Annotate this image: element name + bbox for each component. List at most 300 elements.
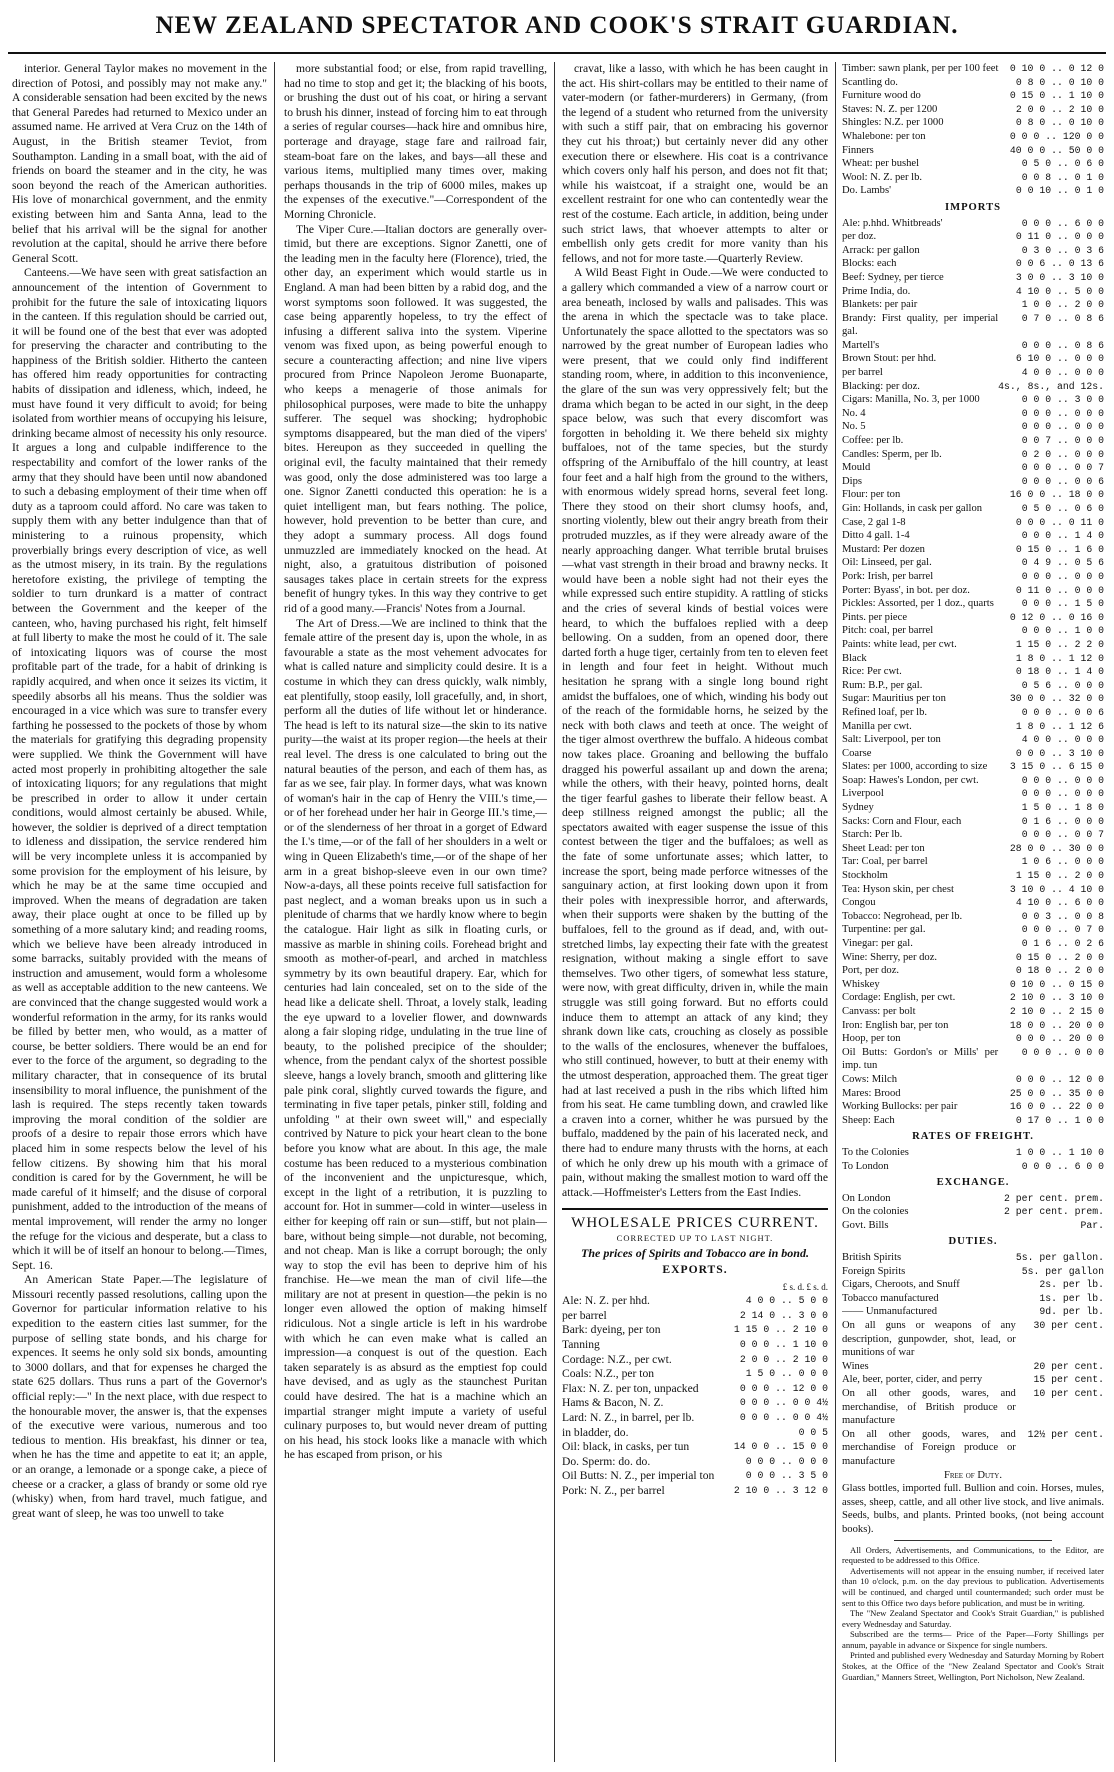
price-value: 0 11 0 .. 0 0 0 bbox=[1015, 231, 1104, 243]
price-row bbox=[842, 733, 1104, 747]
paragraph: interior. General Taylor makes no movement in the direction of Potosi, and possibly may not make any." A considerable sensation had been excited by the news that General Paredes had returned to Mexico under an assumed name. He arrived at Vera Cruz on the 14th of August, in the British steamer Teviot, from Southampton. Landing in a small boat, with the aid of friends on board the steamer and in the city, he was soon beyond the reach of the American authorities. His love of monarchical government, and the enmity existing between him and Santa Anna, lead to the belief that his arrival will be the signal for another revolution at the capital, should he arrive there before General Scott. bbox=[12, 62, 267, 265]
price-row bbox=[842, 116, 1104, 130]
price-row bbox=[842, 1265, 1104, 1279]
price-item: No. 4 bbox=[842, 407, 866, 419]
paragraph: cravat, like a lasso, with which he has been caught in the act. His shirt-collars may be entitled to their name of vater-modern (or father-murderers) in Germany, (from the legend of a student who returned from the university with such a stiff pair, that on embracing his governor they cut his throat;) but certainly never did any other execution there or elsewhere. His coat is a contrivance which covers only half his person, and does not fit that; while his waistcoat, if a straight one, would be an excellent restraint for one who can contentedly wear the rest of the costume. Each article, in addition, being under such strict laws, that whoever attempts to alter or embellish only gets credit for more vanity than his fellows, and not for more taste.—Quarterly Review. bbox=[562, 62, 828, 265]
price-value: 1 0 0 .. 1 10 0 bbox=[1015, 1146, 1104, 1158]
price-row bbox=[842, 951, 1104, 965]
price-row bbox=[842, 257, 1104, 271]
price-value: 0 1 6 .. 0 2 6 bbox=[1021, 938, 1104, 949]
price-row bbox=[842, 842, 1104, 856]
price-item: Mould bbox=[842, 462, 871, 474]
price-row bbox=[842, 991, 1104, 1005]
price-value: 1 5 0 .. 1 8 0 bbox=[1021, 802, 1104, 814]
price-value: 0 0 0 .. 120 0 0 bbox=[1009, 130, 1104, 142]
price-item: Black bbox=[842, 652, 867, 664]
price-item: Lard: N. Z., in barrel, per lb. bbox=[562, 1411, 695, 1425]
price-value: 0 0 10 .. 0 1 0 bbox=[1015, 185, 1104, 197]
price-item: Brown Stout: per hhd. bbox=[842, 353, 937, 365]
price-row bbox=[562, 1455, 828, 1470]
free-items: Glass bottles, imported full. Bullion and coin. Horses, mules, asses, sheep, cattle, and all other live stock, and live animals. Seeds, bulbs, and plants. Printed books, (not being account books). bbox=[842, 1483, 1104, 1535]
price-value: 1s. per lb. bbox=[1039, 1292, 1104, 1304]
price-row bbox=[842, 815, 1104, 829]
price-value: 1 5 0 .. 0 0 0 bbox=[745, 1368, 828, 1380]
price-row bbox=[842, 244, 1104, 258]
price-item: Sacks: Corn and Flour, each bbox=[842, 815, 962, 827]
price-value: 0 0 0 .. 1 5 0 bbox=[1021, 598, 1104, 610]
price-value: 0 18 0 .. 1 4 0 bbox=[1015, 666, 1104, 678]
price-row bbox=[842, 434, 1104, 448]
prices-title: WHOLESALE PRICES CURRENT. bbox=[571, 1215, 819, 1232]
price-item: Coals: N.Z., per ton bbox=[562, 1367, 655, 1381]
timber-table bbox=[842, 62, 1104, 198]
price-item: Ditto 4 gall. 1-4 bbox=[842, 530, 910, 542]
price-value: 0 12 0 .. 0 16 0 bbox=[1009, 611, 1104, 623]
price-item: Hams & Bacon, N. Z. bbox=[562, 1396, 664, 1410]
price-item: Brandy: First quality, per imperial gal. bbox=[842, 312, 999, 338]
price-value: 3 0 0 .. 3 10 0 bbox=[1015, 271, 1104, 283]
price-row bbox=[842, 1292, 1104, 1306]
publication-notice bbox=[842, 1545, 1104, 1683]
price-row bbox=[842, 171, 1104, 185]
prices-bond-note: The prices of Spirits and Tobacco are in bond. bbox=[581, 1245, 809, 1260]
price-value: 0 7 0 .. 0 8 6 bbox=[1021, 312, 1104, 324]
price-item: Arrack: per gallon bbox=[842, 244, 920, 256]
imports-heading: IMPORTS bbox=[944, 201, 1002, 213]
price-row bbox=[842, 217, 1104, 231]
price-value: 4 0 0 .. 5 0 0 bbox=[745, 1295, 828, 1307]
price-value: 0 0 0 .. 0 0 0 bbox=[1021, 407, 1104, 419]
price-row bbox=[842, 774, 1104, 788]
price-value: 0 0 0 .. 0 0 7 bbox=[1021, 462, 1104, 474]
price-item: Scantling do. bbox=[842, 76, 898, 88]
price-item: Refined loaf, per lb. bbox=[842, 706, 928, 718]
price-row bbox=[842, 184, 1104, 198]
price-value: 0 0 0 .. 0 0 6 bbox=[1021, 706, 1104, 718]
paragraph: The Art of Dress.—We are inclined to think that the female attire of the present day is, upon the whole, in as favourable a state as the most vehement advocates for what is called nature and simplicity could desire. It is a costume in which they can dress quickly, walk nimbly, eat plentifully, stoop easily, loll gracefully, and, in short, perform all the duties of life without let or hinderance. The head is left to its natural size—the skin to its native purity—the waist at its proper region—the heels at their real level. The dress is one calculated to bring out the natural beauties of the person, and each of them has, as far as we see, fair play. In former days, what was known of woman's hair in the cap of Henry the VIII.'s time,—or of her forehead under her hair in George III.'s time,—or of the slenderness of her throat in a gorget of Edward the I.'s time,—or of the fall of her shoulders in a welt or wing in Queen Elizabeth's time,—or of the shape of her arm in a great bishop-sleeve even in our own time? Now-a-days, all these points receive full satisfaction for past neglect, and a woman breaks upon us in such a plenitude of charms that we hardly know where to begin the catalogue. Hair light as silk in floating curls, or massive as marble in shining coils. Forehead bright and smooth as mother-of-pearl, and arched in matchless symmetry by its own beautiful drapery. Ear, which for centuries had lain concealed, set on to the side of the head like a delicate shell. Throat, a lovely stalk, leading the eye upward to a lovelier flower, and downwards along a fair sloping ridge, undulating in the true line of beauty, to the polished precipice of the shoulder; whence, from the pendant calyx of the shortest possible sleeve, hangs a lovely branch, smooth and glittering like pale pink coral, slightly curved towards the figure, and terminating in five taper petals, pinker still, folding and unfolding " at their own sweet will," and especially contrived by Nature to pick your heart clean to the bone before you know what are about. In this age, the male costume has been reduced to a mysterious combination of the inconvenient and the unpicturesque, which, except in the light of a retribution, it is puzzling to account for. Hot in summer—cold in winter—useless in either for keeping off rain or sun—stiff, but not plain—bare, without being simple—not durable, not becoming, and not cheap. Man is like a corrupt borough; the only way to stop the evil has been to deprive him of his franchise. He—we mean the man of civil life—the military are not at present in question—the pekin is no longer even allowed the option of making himself ridiculous. Not a single article is left in his wardrobe with which he can even make what is called an impression—a conquest is out of the question. Each taken separately is as absurd as the emptiest fop could have devised, and as ugly as the staunchest Puritan could have desired. The hat is a machine which an impartial stranger might impute a variety of useful culinary purposes to, but would never dream of putting on his head, his stock looks like a manacle with which he has escaped from prison, or his bbox=[284, 616, 547, 1462]
price-row bbox=[842, 89, 1104, 103]
price-item: Sheep: Each bbox=[842, 1114, 895, 1126]
price-item: Pork: N. Z., per barrel bbox=[562, 1484, 665, 1497]
price-value: 2 10 0 .. 2 15 0 bbox=[1009, 1005, 1104, 1017]
price-row bbox=[842, 801, 1104, 815]
price-value: 12½ per cent. bbox=[1027, 1428, 1104, 1440]
price-item: Pork: Irish, per barrel bbox=[842, 570, 934, 582]
price-item: Mares: Brood bbox=[842, 1087, 901, 1099]
price-item: Wine: Sherry, per doz. bbox=[842, 951, 938, 963]
price-item: Sheet Lead: per ton bbox=[842, 842, 925, 854]
units-header: £ s. d. £ s. d. bbox=[782, 1281, 828, 1292]
price-item: Oil Butts: Gordon's or Mills' per imp. tun bbox=[842, 1046, 999, 1072]
price-value: 2 per cent. prem. bbox=[1004, 1206, 1104, 1218]
price-value: 0 15 0 .. 2 0 0 bbox=[1015, 951, 1104, 963]
price-row bbox=[842, 760, 1104, 774]
price-item: Slates: per 1000, according to size bbox=[842, 761, 988, 773]
price-item: No. 5 bbox=[842, 421, 866, 433]
price-item: Cigars, Cheroots, and Snuff bbox=[842, 1279, 960, 1291]
price-value: 1 0 0 .. 2 0 0 bbox=[1021, 299, 1104, 311]
price-item: Soap: Hawes's London, per cwt. bbox=[842, 774, 979, 786]
masthead: NEW ZEALAND SPECTATOR AND COOK'S STRAIT GUARDIAN. bbox=[155, 12, 959, 39]
price-value: 1 15 0 .. 2 10 0 bbox=[733, 1324, 828, 1336]
price-value: 0 18 0 .. 2 0 0 bbox=[1015, 965, 1104, 977]
price-row bbox=[842, 1205, 1104, 1219]
price-item: Turpentine: per gal. bbox=[842, 924, 926, 936]
price-value: 4 0 0 .. 0 0 0 bbox=[1021, 367, 1104, 379]
price-value: 0 1 6 .. 0 0 0 bbox=[1021, 815, 1104, 827]
paragraph: An American State Paper.—The legislature of Missouri recently passed resolutions, calling upon the Governor for particular information relative to his expedition to the eastern cities last summer, for the purpose of selling state bonds, and his charge for expences. It seems he only sold six bonds, amounting to 3000 dollars, and that for expenses he charged the state 625 dollars. Thus runs a part of the Governor's official reply:—" In the next place, with due respect to the honourable mover, the answer is, that the expenses of the executive were various, numerous and too tedious to mention. His breakfast, his dinner or tea, when he has the time and appetite to eat it; an apple, or an orange, a lemonade or a sponge cake, a piece of cheese or a cracker, a glass of brandy or some old rye (whisky) when, from hard travel, much fatigue, and great want of sleep, he was too unwell to take bbox=[12, 1273, 267, 1520]
price-row bbox=[842, 1073, 1104, 1087]
price-value: 0 0 5 bbox=[798, 1426, 828, 1438]
price-row bbox=[842, 271, 1104, 285]
price-value: 2 10 0 .. 3 12 0 bbox=[733, 1485, 828, 1496]
price-row bbox=[842, 1387, 1104, 1428]
price-row bbox=[842, 502, 1104, 516]
price-row bbox=[842, 130, 1104, 144]
price-row bbox=[842, 1319, 1104, 1360]
price-row bbox=[562, 1367, 828, 1382]
price-item: Do. Lambs' bbox=[842, 185, 891, 197]
price-item: Gin: Hollands, in cask per gallon bbox=[842, 503, 983, 514]
price-item: Beef: Sydney, per tierce bbox=[842, 271, 944, 283]
price-item: Coffee: per lb. bbox=[842, 435, 904, 447]
price-item: Staves: N. Z. per 1200 bbox=[842, 103, 938, 115]
paragraph: A Wild Beast Fight in Oude.—We were conducted to a gallery which commanded a view of a narrow court or area beneath, inclosed by walls and palisades. This was the arena in which the spectacle was to take place. Unfortunately the space allotted to the spectators was so narrowed by the great number of European ladies who were present, that we could only find indifferent standing room, where, in addition to this inconvenience, the glare of the sun was very oppressively felt; but the drama which began to be acted in our sight, in the deep space below, was such that every discomfort was forgotten in beholding it. We there beheld six mighty buffaloes, not of the tame species, but the sturdy offspring of the Arnibuffalo of the hill country, at least four feet and a half high from the ground to the withers, with enormous widely spread horns, several feet long. There they stood on their short clumsy hoofs, and, snorting violently, blew out their angry breath from their protruded muzzles, as if they were already aware of the nearly approaching danger. What terrible brutal bruises—what vast strength in their broad and brawny necks. It would have been a noble sight had not their eyes the while expressed such entire stupidity. A rattling of sticks and the cries of several kinds of bestial voices were heard, to which the buffaloes replied with a deep bellowing. On a sudden, from an opened door, there darted forth a huge tiger, certainly from ten to eleven feet in length and four feet in height. Without much hesitation he sprang with a single long bound right amidst the buffaloes, one of which, winding his body out of the reach of the formidable horns, he seized by the neck with both claws and teeth at once. The weight of the tiger almost overthrew the buffalo. A hideous combat now takes place. Groaning and bellowing the buffalo dragged his powerful assailant up and down the arena; while the others, with their heavy, pointed horns, dealt the tiger fearful gashes to liberate their fellow beast. A deep stillness reigned amongst the public; all the spectators awaited with eager suspense the issue of this contest between the tiger and the buffaloes; as well as the fate of some unfortunate asses; which latter, to increase the sport, being made perforce witnesses of the sanguinary action, at first looking down upon it from their poles with inexpressible horror, and afterwards, when their supports were shaken by the butting of the buffaloes, fell to the ground as if dead, and, with out-stretched limbs, lay expecting their fate with the greatest resignation, without making a single effort to save themselves. Two other tigers, of somewhat less stature, were now, with great difficulty, driven in, while the main struggle was still going forward. But no efforts could induce them to attempt an attack of any kind; they shrank down like cats, crouching as closely as possible to the walls of the enclosures, whenever the buffaloes, who still continued, however, to butt at their enemy with the utmost desperation, approached them. The great tiger had at last received a push in the ribs which lifted him from his seat. He came tumbling down, and crawled like a craven into a corner, whither he was pursued by the buffalo, maddened by the pain of his lacerated neck, and there had to endure many thrusts with the horns, at each of which he only drew up his mouth with a grimace of pain, without making the smallest motion to ward off the attack.—Hoffmeister's Letters from the East Indies. bbox=[562, 266, 828, 1199]
price-item: Prime India, do. bbox=[842, 285, 911, 297]
price-value: 0 0 0 .. 0 0 0 bbox=[1021, 421, 1104, 433]
price-row bbox=[842, 720, 1104, 734]
imports-table bbox=[842, 217, 1104, 1128]
price-item: Pickles: Assorted, per 1 doz., quarts bbox=[842, 598, 994, 610]
price-item: Oil: Linseed, per gal. bbox=[842, 557, 932, 569]
price-item: Working Bullocks: per pair bbox=[842, 1101, 958, 1113]
price-item: Salt: Liverpool, per ton bbox=[842, 734, 941, 746]
price-value: 0 10 0 .. 0 12 0 bbox=[1009, 63, 1104, 74]
price-value: 3 10 0 .. 4 10 0 bbox=[1009, 883, 1104, 895]
price-row bbox=[842, 366, 1104, 380]
price-value: 14 0 0 .. 15 0 0 bbox=[733, 1441, 828, 1453]
price-item: Cows: Milch bbox=[842, 1073, 898, 1085]
price-item: Hoop, per ton bbox=[842, 1033, 901, 1045]
price-item: Cigars: Manilla, No. 3, per 1000 bbox=[842, 394, 980, 406]
price-value: 16 0 0 .. 22 0 0 bbox=[1009, 1101, 1104, 1113]
price-row bbox=[842, 62, 1104, 76]
notice-rule bbox=[894, 1540, 1051, 1541]
price-row bbox=[842, 638, 1104, 652]
price-value: 0 0 0 .. 12 0 0 bbox=[739, 1382, 828, 1394]
price-value: 28 0 0 .. 30 0 0 bbox=[1009, 842, 1104, 854]
price-row bbox=[562, 1382, 828, 1397]
price-row bbox=[842, 230, 1104, 244]
price-item: Stockholm bbox=[842, 870, 888, 882]
price-value: 2 10 0 .. 3 10 0 bbox=[1009, 992, 1104, 1004]
price-row bbox=[842, 448, 1104, 462]
price-row bbox=[562, 1309, 828, 1324]
column-divider bbox=[554, 62, 555, 1762]
price-row bbox=[562, 1396, 828, 1411]
price-row bbox=[562, 1338, 828, 1353]
price-row bbox=[842, 1360, 1104, 1374]
price-row bbox=[842, 339, 1104, 353]
paragraph: Canteens.—We have seen with great satisfaction an announcement of the intention of Government to prohibit for the future the sale of intoxicating liquors in the canteen. If this regulation should be carried out, it will be found one of the best that ever was adopted for preserving the character and contributing to the happiness of the British soldier. Hitherto the canteen has offered him ready opportunities for contracting habits of dissipation and idleness, which, indeed, he must have found it very difficult to avoid; for being isolated from worthier means of occupying his leisure, drinking became almost of necessity his only resource. It argues a long and culpable indifference to the respectability and comfort of the lower ranks of the army that they should have been until now abandoned to such a debasing employment of their time when off duty as a taproom could afford. No care was taken to supply them with any better indulgence than that of ministering to a ruinous propensity, which proverbially brings every description of vice, as well as the utmost misery, in its train. By the regulations heretofore existing, the privilege of tempting the soldier to turn drunkard is a matter of contract between the Government and the keeper of the canteen, who, having purchased his right, felt himself at full liberty to make the most he could of it. The sale of intoxicating liquors was of course the most profitable part of the trade, for a habit of drinking is rapidly acquired, and when once it seizes its victim, it speedily absorbs all his means. Thus the soldier was encouraged in a vice which was sure to transfer every farthing he possessed to the pockets of those by whom the materials for gratifying this degrading propensity were supplied. We think the Government will have acted most properly in prohibiting altogether the sale of intoxicating liquors; for any regulations that might be prescribed in order to allow it under certain conditions, would almost certainly be abused. While, however, the soldier is deprived of a direct temptation to idleness and dissipation, the service rendered him will be very incomplete unless it is accompanied by some provision for the employment of his leisure, by which he may be at the same time occupied and improved. When the means of degradation are taken away, their place ought at once to be filled up by something of a more salutary kind; and reading rooms, which we believe have been already introduced in some barracks, suitably provided with the means of instruction and amusement, would form a wholesome as well as acceptable addition to the new canteens. We are convinced that the change suggested would work a wonderful reformation in the army, for its ranks would be filled by better men, who would, as a matter of course, be better soldiers. There would be an end for ever to the force of the argument, so degrading to the military character, that in consequence of its brutal insensibility to moral influence, the punishment of the lash is required. The steps recently taken towards improving the moral condition of the soldier are proofs of a desire to repair those errors which have placed him in some respects below the level of his fellow citizens. By showing him that his moral condition is cared for by the Government, he will be made careful of it himself; and the disuse of corporal punishment, added to the introduction of the means of mental improvement, will render the army no longer the refuge for the vicious and desperate, but a class to which it will be of itself an honour to belong.—Times, Sept. 16. bbox=[12, 266, 267, 1272]
price-row bbox=[562, 1484, 828, 1499]
free-heading: Free of Duty. bbox=[943, 1469, 1003, 1481]
price-row bbox=[842, 556, 1104, 570]
price-value: 0 0 0 .. 0 0 6 bbox=[1021, 475, 1104, 487]
price-value: 1 0 6 .. 0 0 0 bbox=[1021, 856, 1104, 868]
price-value: 0 0 7 .. 0 0 0 bbox=[1021, 435, 1104, 447]
price-value: 4 0 0 .. 0 0 0 bbox=[1021, 734, 1104, 746]
price-row bbox=[842, 706, 1104, 720]
price-row bbox=[842, 964, 1104, 978]
price-value: 0 0 0 .. 0 11 0 bbox=[1015, 516, 1104, 528]
price-item: Tobacco manufactured bbox=[842, 1292, 939, 1304]
price-value: 0 11 0 .. 0 0 0 bbox=[1015, 584, 1104, 596]
price-value: 10 per cent. bbox=[1033, 1388, 1104, 1399]
price-value: 0 0 0 .. 1 4 0 bbox=[1021, 530, 1104, 542]
price-item: On the colonies bbox=[842, 1206, 909, 1218]
price-item: Govt. Bills bbox=[842, 1219, 889, 1231]
price-item: On London bbox=[842, 1192, 891, 1204]
price-row bbox=[842, 1114, 1104, 1128]
price-row bbox=[842, 923, 1104, 937]
price-item: Canvass: per bolt bbox=[842, 1005, 916, 1017]
price-value: 1 15 0 .. 2 2 0 bbox=[1015, 638, 1104, 650]
price-row bbox=[842, 1160, 1104, 1174]
price-row bbox=[842, 692, 1104, 706]
price-item: Tanning bbox=[562, 1338, 600, 1352]
price-item: Flour: per ton bbox=[842, 489, 901, 501]
price-value: 20 per cent. bbox=[1033, 1360, 1104, 1372]
price-item: Blocks: each bbox=[842, 258, 897, 270]
price-item: To the Colonies bbox=[842, 1146, 909, 1158]
price-value: 0 0 0 .. 3 5 0 bbox=[745, 1470, 828, 1482]
price-row bbox=[842, 157, 1104, 171]
price-item: Wool: N. Z. per lb. bbox=[842, 171, 923, 183]
paragraph: more substantial food; or else, from rapid travelling, had no time to stop and get it; the blacking of his boots, or brushing the dust out of his coat, or hiring a servant to brush his dinner, instead of forcing him to eat through a series of regular courses—hack hire and omnibus hire, porterage and drayage, stage fare and railroad fair, steam-boat fare on the lakes, and bays—all these and various items, multiplied many times over, making perhaps thousands in the trip of 6000 miles, makes up the expenses of the executive."—Correspondent of the Morning Chronicle. bbox=[284, 62, 547, 221]
price-value: 15 per cent. bbox=[1033, 1374, 1104, 1386]
notice-paragraph: All Orders, Advertisements, and Communications, to the Editor, are requested to be addressed to this Office. bbox=[842, 1544, 1104, 1566]
price-value: 0 0 0 .. 20 0 0 bbox=[1015, 1033, 1104, 1045]
price-value: 0 0 0 .. 0 0 0 bbox=[1021, 1046, 1104, 1058]
price-row bbox=[842, 624, 1104, 638]
price-item: Candles: Sperm, per lb. bbox=[842, 448, 942, 460]
price-item: Starch: Per lb. bbox=[842, 829, 903, 841]
price-row bbox=[562, 1469, 828, 1484]
price-row bbox=[842, 652, 1104, 666]
price-item: Cordage: N.Z., per cwt. bbox=[562, 1352, 672, 1366]
price-value: 30 per cent. bbox=[1033, 1320, 1104, 1332]
price-item: Shingles: N.Z. per 1000 bbox=[842, 117, 944, 129]
price-value: 0 0 3 .. 0 0 8 bbox=[1021, 910, 1104, 922]
price-row bbox=[842, 529, 1104, 543]
column-divider bbox=[274, 62, 275, 1762]
price-value: 1 8 0 .. 1 12 0 bbox=[1015, 652, 1104, 664]
price-item: Flax: N. Z. per ton, unpacked bbox=[562, 1381, 699, 1395]
price-item: Tea: Hyson skin, per chest bbox=[842, 883, 954, 895]
price-value: 0 0 0 .. 3 10 0 bbox=[1015, 747, 1104, 759]
price-row bbox=[842, 1146, 1104, 1160]
price-item: Port, per doz. bbox=[842, 965, 900, 977]
price-value: 0 0 0 .. 6 0 0 bbox=[1021, 1160, 1104, 1172]
price-item: Tar: Coal, per barrel bbox=[842, 856, 928, 868]
price-row bbox=[842, 570, 1104, 584]
price-value: 0 0 0 .. 1 10 0 bbox=[739, 1339, 828, 1351]
price-row bbox=[842, 76, 1104, 90]
price-value: 2 per cent. prem. bbox=[1004, 1192, 1104, 1204]
price-item: British Spirits bbox=[842, 1252, 902, 1264]
price-value: 0 2 0 .. 0 0 0 bbox=[1021, 448, 1104, 460]
price-value: 0 8 0 .. 0 10 0 bbox=[1015, 117, 1104, 129]
price-row bbox=[842, 312, 1104, 339]
column-1 bbox=[12, 62, 267, 1762]
price-item: Case, 2 gal 1-8 bbox=[842, 516, 906, 528]
price-item: Rice: Per cwt. bbox=[842, 666, 902, 678]
price-item: To London bbox=[842, 1160, 889, 1172]
price-row bbox=[842, 1046, 1104, 1073]
price-row bbox=[562, 1323, 828, 1338]
prices-subtitle: CORRECTED UP TO LAST NIGHT. bbox=[616, 1232, 774, 1243]
price-value: 0 0 0 .. 1 0 0 bbox=[1021, 625, 1104, 637]
duties-heading: DUTIES. bbox=[948, 1236, 998, 1248]
price-value: 1 8 0 .. 1 12 6 bbox=[1015, 720, 1104, 732]
price-row bbox=[562, 1353, 828, 1368]
price-value: 0 0 0 .. 6 0 0 bbox=[1021, 217, 1104, 229]
price-value: 9d. per lb. bbox=[1039, 1306, 1104, 1318]
price-value: 6 10 0 .. 0 0 0 bbox=[1015, 353, 1104, 365]
price-row bbox=[842, 910, 1104, 924]
column-2 bbox=[284, 62, 547, 1762]
exports-table bbox=[562, 1294, 828, 1498]
price-row bbox=[562, 1426, 828, 1441]
price-row bbox=[842, 1087, 1104, 1101]
price-value: 3 15 0 .. 6 15 0 bbox=[1009, 761, 1104, 773]
price-row bbox=[842, 679, 1104, 693]
price-item: Do. Sperm: do. do. bbox=[562, 1454, 651, 1468]
price-value: 2 0 0 .. 2 10 0 bbox=[739, 1353, 828, 1365]
price-row bbox=[842, 869, 1104, 883]
price-item: Oil: black, in casks, per tun bbox=[562, 1440, 690, 1454]
price-value: 0 5 0 .. 0 6 0 bbox=[1021, 503, 1104, 514]
price-row bbox=[842, 1219, 1104, 1233]
price-row bbox=[842, 1100, 1104, 1114]
price-value: 0 17 0 .. 1 0 0 bbox=[1015, 1114, 1104, 1126]
price-value: 0 0 0 .. 0 0 4½ bbox=[739, 1412, 828, 1424]
price-row bbox=[842, 1305, 1104, 1319]
price-item: Manilla per cwt. bbox=[842, 720, 912, 732]
price-item: Martell's bbox=[842, 339, 880, 351]
price-item: Finners bbox=[842, 144, 874, 156]
price-item: Oil Butts: N. Z., per imperial ton bbox=[562, 1469, 715, 1483]
price-item: Furniture wood do bbox=[842, 90, 921, 102]
price-item: Ale: p.hhd. Whitbreads' bbox=[842, 217, 943, 229]
price-item: Rum: B.P., per gal. bbox=[842, 679, 923, 691]
price-value: 0 0 0 .. 0 0 7 bbox=[1021, 829, 1104, 841]
price-item: Mustard: Per dozen bbox=[842, 543, 925, 555]
price-value: 0 5 6 .. 0 0 0 bbox=[1021, 679, 1104, 691]
price-value: 2s. per lb. bbox=[1039, 1279, 1104, 1291]
price-value: 0 10 0 .. 0 15 0 bbox=[1009, 978, 1104, 990]
price-row bbox=[842, 488, 1104, 502]
price-row bbox=[842, 787, 1104, 801]
price-item: Dips bbox=[842, 475, 863, 487]
price-row bbox=[562, 1294, 828, 1309]
price-item: per barrel bbox=[562, 1308, 607, 1322]
price-value: 0 0 0 .. 0 7 0 bbox=[1021, 924, 1104, 936]
price-item: Pints. per piece bbox=[842, 611, 908, 623]
price-value: 0 0 0 .. 0 8 6 bbox=[1021, 339, 1104, 351]
price-item: Ale: N. Z. per hhd. bbox=[562, 1294, 650, 1308]
price-value: 5s. per gallon. bbox=[1015, 1252, 1104, 1264]
price-item: Paints: white lead, per cwt. bbox=[842, 638, 957, 650]
price-row bbox=[842, 393, 1104, 407]
price-value: 0 15 0 .. 1 6 0 bbox=[1015, 543, 1104, 555]
price-item: in bladder, do. bbox=[562, 1425, 629, 1439]
price-value: 0 0 6 .. 0 13 6 bbox=[1015, 258, 1104, 270]
price-value: 2 14 0 .. 3 0 0 bbox=[739, 1309, 828, 1321]
price-row bbox=[842, 828, 1104, 842]
column-4 bbox=[842, 62, 1104, 1762]
price-item: Whiskey bbox=[842, 978, 880, 990]
price-value: 0 0 0 .. 3 0 0 bbox=[1021, 394, 1104, 406]
price-row bbox=[842, 1428, 1104, 1469]
price-item: Sugar: Mauritius per ton bbox=[842, 693, 946, 705]
price-value: 25 0 0 .. 35 0 0 bbox=[1009, 1087, 1104, 1099]
price-row bbox=[842, 855, 1104, 869]
price-item: Wheat: per bushel bbox=[842, 158, 920, 170]
price-row bbox=[842, 420, 1104, 434]
price-row bbox=[842, 461, 1104, 475]
price-value: 4 10 0 .. 6 0 0 bbox=[1015, 897, 1104, 909]
price-item: Wines bbox=[842, 1360, 869, 1372]
price-row bbox=[842, 1019, 1104, 1033]
duties-table bbox=[842, 1251, 1104, 1469]
price-row bbox=[842, 1032, 1104, 1046]
price-item: Blankets: per pair bbox=[842, 299, 918, 311]
price-row bbox=[842, 285, 1104, 299]
notice-paragraph: Advertisements will not appear in the ensuing number, if received later than 10 o'clock, p.m. on the day previous to publication. Advertisements will be continued, and charged until countermanded; such order must be sent to this Office two days before publication, and must be in writing. bbox=[842, 1565, 1104, 1608]
price-item: Cordage: English, per cwt. bbox=[842, 992, 956, 1004]
notice-paragraph: Subscribed are the terms— Price of the Paper—Forty Shillings per annum, payable in advance or Sixpence for single numbers. bbox=[842, 1629, 1104, 1650]
price-row bbox=[842, 144, 1104, 158]
price-value: 1 15 0 .. 2 0 0 bbox=[1015, 870, 1104, 882]
price-item: Iron: English bar, per ton bbox=[842, 1019, 949, 1031]
price-value: 0 0 0 .. 0 0 4½ bbox=[739, 1397, 828, 1409]
price-row bbox=[842, 380, 1104, 394]
price-value: 0 0 0 .. 0 0 0 bbox=[745, 1455, 828, 1467]
price-row bbox=[842, 747, 1104, 761]
freight-table bbox=[842, 1146, 1104, 1173]
price-item: —— Unmanufactured bbox=[842, 1306, 938, 1318]
price-row bbox=[562, 1440, 828, 1455]
price-item: On all other goods, wares, and merchandise of Foreign produce or manufacture bbox=[842, 1428, 1016, 1467]
price-value: 2 0 0 .. 2 10 0 bbox=[1015, 103, 1104, 115]
price-value: 0 0 0 .. 0 0 0 bbox=[1021, 570, 1104, 582]
notice-paragraph: The "New Zealand Spectator and Cook's Strait Guardian," is published every Wednesday and Saturday. bbox=[842, 1608, 1104, 1629]
price-row bbox=[842, 597, 1104, 611]
price-item: Vinegar: per gal. bbox=[842, 938, 913, 949]
price-value: 0 0 0 .. 0 0 0 bbox=[1021, 774, 1104, 786]
price-value: 4s., 8s., and 12s. bbox=[998, 380, 1104, 392]
price-item: On all guns or weapons of any description, gunpowder, shot, lead, or munitions of war bbox=[842, 1320, 1016, 1359]
price-value: 0 15 0 .. 1 10 0 bbox=[1009, 90, 1104, 102]
price-row bbox=[842, 1005, 1104, 1019]
price-value: 4 10 0 .. 5 0 0 bbox=[1015, 285, 1104, 297]
price-row bbox=[842, 1278, 1104, 1292]
exchange-heading: EXCHANGE. bbox=[936, 1177, 1010, 1189]
price-item: On all other goods, wares, and merchandise, of British produce or manufacture bbox=[842, 1388, 1016, 1427]
price-item: Whalebone: per ton bbox=[842, 130, 926, 142]
